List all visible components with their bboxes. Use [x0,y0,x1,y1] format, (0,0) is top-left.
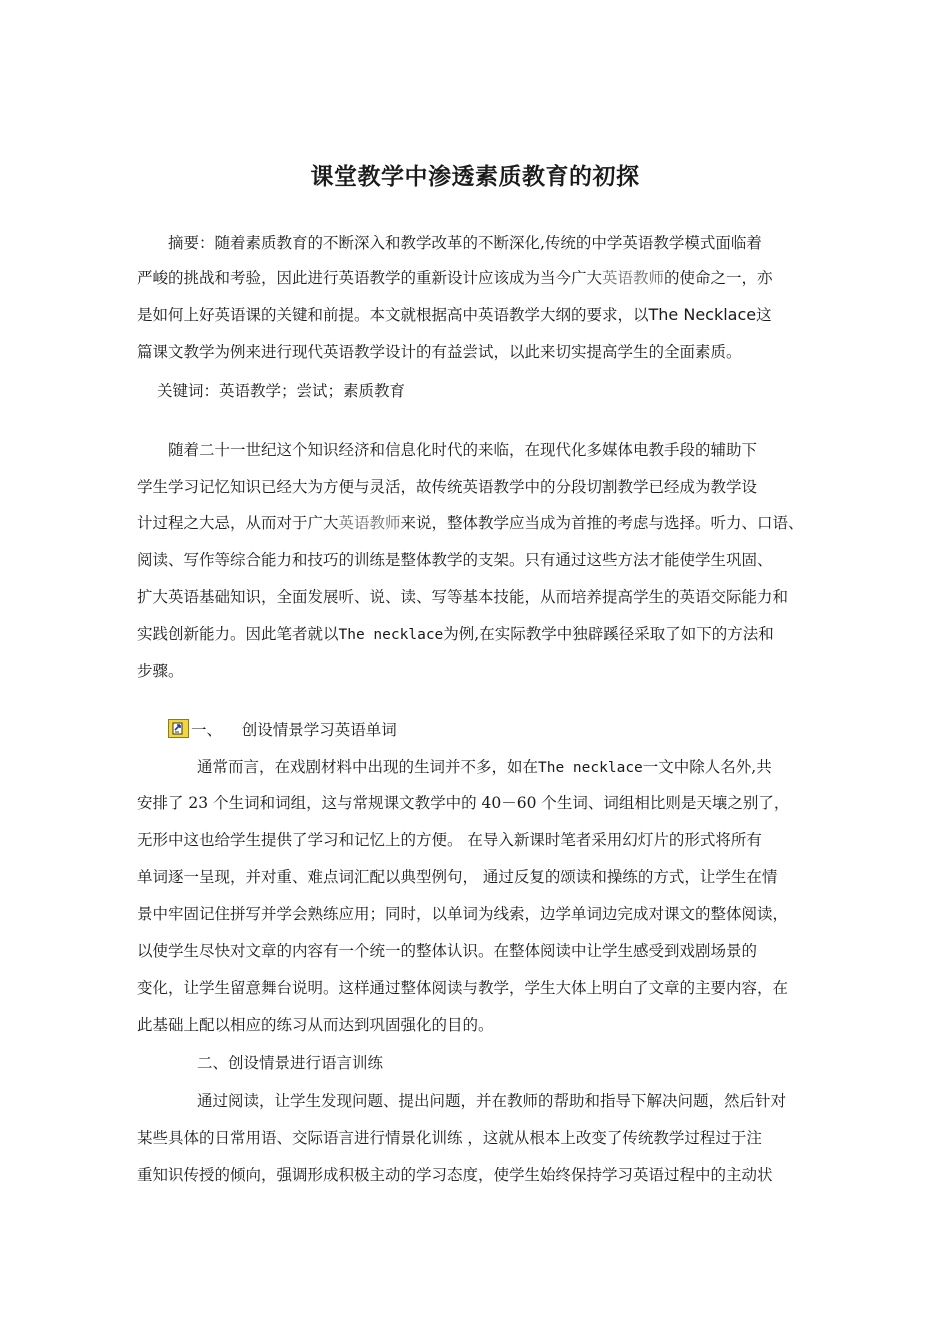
section-1-line-8: 此基础上配以相应的练习从而达到巩固强化的目的。 [137,1016,494,1034]
section-1-line-5: 景中牢固记住拼写并学会熟练应用；同时，以单词为线索，边学单词边完成对课文的整体阅读， [137,905,789,923]
intro-line-7: 步骤。 [137,662,184,680]
section-2-heading: 二、创设情景进行语言训练 [197,1054,384,1072]
abstract-line-2 [137,268,773,288]
work-title: The necklace [538,760,643,776]
abstract-text: 的使命之一，亦 [664,269,773,287]
section-text: 一文中除人名外,共 [642,758,772,776]
intro-line-5: 扩大英语基础知识，全面发展听、说、读、写等基本技能，从而培养提高学生的英语交际能力和 [137,588,789,606]
section-1-heading-text: 一、 创设情景学习英语单词 [191,721,397,739]
abstract-line-4: 篇课文教学为例来进行现代英语教学设计的有益尝试，以此来切实提高学生的全面素质。 [137,343,742,361]
section-1-line-3: 无形中这也给学生提供了学习和记忆上的方便。 在导入新课时笔者采用幻灯片的形式将所有 [137,831,762,849]
abstract-text: 严峻的挑战和考验，因此进行英语教学的重新设计应该成为当今广大 [137,269,603,287]
section-2-line-3: 重知识传授的倾向，强调形成积极主动的学习态度，使学生始终保持学习英语过程中的主动状 [137,1166,773,1184]
section-1-line-6: 以使学生尽快对文章的内容有一个统一的整体认识。在整体阅读中让学生感受到戏剧场景的 [137,942,758,960]
section-1-line-1 [197,757,772,778]
intro-line-6 [137,624,774,645]
section-1-line-4: 单词逐一呈现，并对重、难点词汇配以典型例句， 通过反复的颂读和操练的方式，让学生在情 [137,868,778,886]
work-title: The necklace [338,627,444,643]
intro-line-2: 学生学习记忆知识已经大为方便与灵活，故传统英语教学中的分段切割教学已经成为教学设 [137,478,758,496]
english-teacher-link[interactable]: 英语教师 [338,514,401,532]
intro-line-4: 阅读、写作等综合能力和技巧的训练是整体教学的支架。只有通过这些方法才能使学生巩固、 [137,551,773,569]
section-1-line-2: 安排了 23 个生词和词组，这与常规课文教学中的 40－60 个生词、词组相比则是天壤之别了， [137,794,790,812]
english-teacher-link[interactable]: 英语教师 [602,269,665,287]
section-2-line-1: 通过阅读，让学生发现问题、提出问题，并在教师的帮助和指导下解决问题，然后针对 [197,1092,787,1110]
intro-text: 实践创新能力。因此笔者就以 [137,625,339,643]
section-1-heading [168,719,397,740]
abstract-text: 是如何上好英语课的关键和前提。本文就根据高中英语教学大纲的要求，以 [137,306,649,324]
intro-line-3 [137,513,804,533]
section-2-line-2: 某些具体的日常用语、交际语言进行情景化训练 ，这就从根本上改变了传统教学过程过于注 [137,1129,762,1147]
intro-line-1: 随着二十一世纪这个知识经济和信息化时代的来临，在现代化多媒体电教手段的辅助下 [168,441,758,459]
section-1-line-7: 变化，让学生留意舞台说明。这样通过整体阅读与教学，学生大体上明白了文章的主要内容，在 [137,979,789,997]
intro-text: 为例,在实际教学中独辟蹊径采取了如下的方法和 [443,625,774,643]
abstract-line-1: 摘要：随着素质教育的不断深入和教学改革的不断深化,传统的中学英语教学模式面临着 [168,234,762,252]
intro-text: 来说，整体教学应当成为首推的考虑与选择。听力、口语、 [400,514,804,532]
work-title: The Necklace [648,305,757,324]
keywords: 关键词：英语教学；尝试；素质教育 [157,382,406,400]
abstract-line-3 [137,305,772,325]
intro-text: 计过程之大忌，从而对于广大 [137,514,339,532]
section-text: 通常而言，在戏剧材料中出现的生词并不多，如在 [197,758,539,776]
document-title: 课堂教学中渗透素质教育的初探 [310,164,640,190]
abstract-text: 这 [756,306,772,324]
document-arrow-icon[interactable] [168,719,189,738]
